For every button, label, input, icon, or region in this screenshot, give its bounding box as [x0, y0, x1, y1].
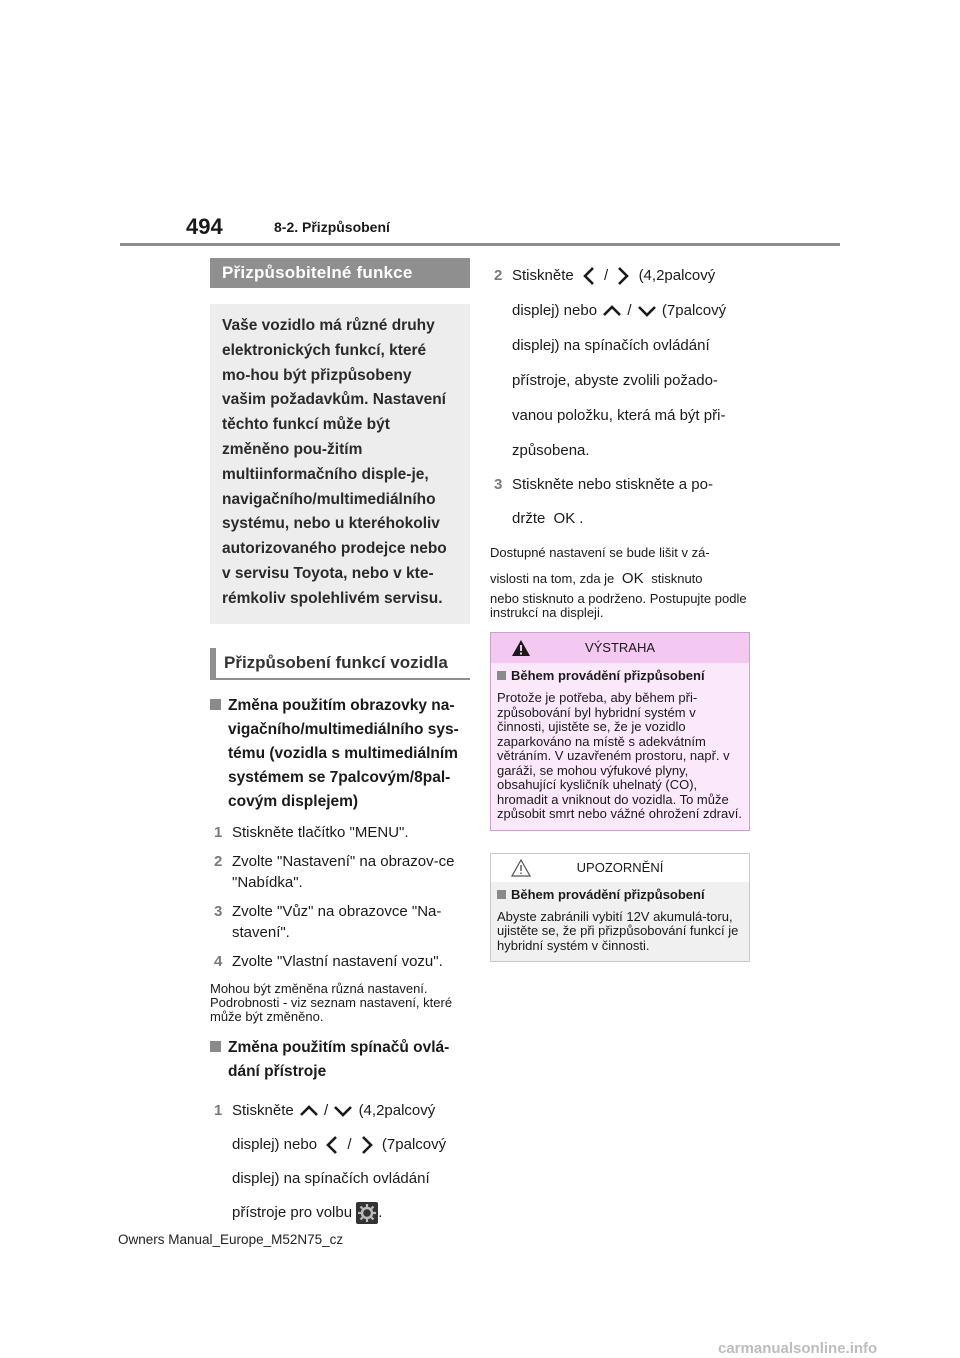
chevron-up-icon	[601, 300, 623, 322]
warning-box	[490, 632, 750, 831]
heading-switch-text: Změna použitím spínačů ovlá-dání přístroje	[228, 1038, 450, 1080]
step-number: 1	[214, 823, 223, 841]
step-text: Stiskněte nebo stiskněte a po-	[512, 476, 713, 493]
warning-body	[491, 663, 749, 830]
caution-body	[491, 882, 749, 962]
chevron-down-icon	[332, 1100, 354, 1122]
warning-title: VÝSTRAHA	[584, 640, 656, 655]
square-bullet-icon	[210, 699, 221, 710]
step-number: 2	[214, 852, 223, 870]
footer-text: Owners Manual_Europe_M52N75_cz	[118, 1232, 344, 1247]
step-text: (7palcový	[661, 302, 727, 319]
caution-subheading	[497, 886, 743, 904]
caution-subheading-text: Během provádění přizpůsobení	[511, 886, 705, 902]
step-number: 3	[214, 902, 223, 920]
step-text: Zvolte "Nastavení" na obrazov-ce "Nabídka".	[232, 852, 455, 891]
slash-text: /	[324, 1101, 329, 1119]
step-text: držte	[512, 510, 546, 527]
step-number: 1	[214, 1101, 223, 1119]
note-text: Dostupné nastavení se bude lišit v zá-	[490, 545, 710, 560]
caution-box	[490, 853, 750, 963]
step-text: Zvolte "Vůz" na obrazovce "Na-stavení".	[232, 902, 442, 941]
step-text: (4,2palcový	[358, 1101, 436, 1119]
chevron-right-icon	[356, 1134, 378, 1156]
heading-switch	[210, 1036, 470, 1084]
step-number: 4	[214, 952, 223, 970]
page-number: 494	[186, 214, 223, 239]
step-text: Stiskněte	[232, 1101, 294, 1119]
right-column	[490, 258, 750, 962]
heading-screen-text: Změna použitím obrazovky na-vigačního/multimediálního sys-tému (vozidla s multimediálním systémem se 7palcovým/8pal-covým displejem)	[228, 696, 459, 810]
step-switch-3	[490, 468, 750, 536]
step-item	[210, 951, 470, 972]
caution-triangle-icon	[511, 859, 531, 877]
step-text: Zvolte "Vlastní nastavení vozu".	[232, 952, 443, 970]
note-ok	[490, 540, 750, 592]
slash-text: /	[604, 267, 609, 284]
warning-subheading-text: Během provádění přizpůsobení	[511, 668, 705, 683]
warning-triangle-icon	[511, 639, 531, 657]
warning-text: Protože je potřeba, aby během při-způsobování byl hybridní systém v činnosti, ujistěte se, že je vozidlo zaparkováno na místě s adekvátním větráním. V uzavřeném prostoru, např. v garáži, se mohou výfukové plyny, obsahující kysličník uhelnatý (CO), hromadit a vniknout do vozidla. To může způsobit smrt nebo vážné ohrožení zdraví.	[497, 690, 742, 821]
square-bullet-icon	[497, 671, 506, 680]
step-text: .	[579, 510, 584, 527]
step-text: Stiskněte tlačítko "MENU".	[232, 823, 409, 841]
intro-text: Vaše vozidlo má různé druhy elektronických funkcí, které mo-hou být přizpůsobeny vašim požadavkům. Nastavení těchto funkcí může být změněno pou-žitím multiinformačního disple-je, navigačního/multimediálního systému, nebo u kteréhokoliv autorizovaného prodejce nebo v servisu Toyota, nebo v kte-rémkoliv spolehlivém servisu.	[210, 304, 470, 624]
square-bullet-icon	[210, 1041, 221, 1052]
step-text: (4,2palcový	[638, 267, 716, 284]
gear-icon	[356, 1202, 378, 1224]
ok-button-glyph: OK	[553, 510, 576, 527]
heading-screen	[210, 694, 470, 814]
section-header: 8-2. Přizpůsobení	[274, 219, 390, 235]
note-text: stisknuto	[651, 571, 703, 586]
subsection-title: Přizpůsobení funkcí vozidla	[210, 648, 470, 680]
header-divider	[120, 243, 840, 246]
ok-button-glyph: OK	[621, 570, 644, 587]
caution-header	[491, 854, 749, 882]
square-bullet-icon	[497, 890, 506, 899]
step-switch-1	[210, 1094, 470, 1230]
warning-header	[491, 633, 749, 663]
step-text: přístroje pro volbu	[232, 1203, 353, 1221]
chevron-down-icon	[636, 300, 658, 322]
caution-title: UPOZORNĚNÍ	[576, 859, 664, 875]
chevron-right-icon	[612, 265, 634, 287]
chevron-left-icon	[578, 265, 600, 287]
section-title: Přizpůsobitelné funkce	[210, 258, 470, 288]
chevron-up-icon	[298, 1100, 320, 1122]
note-text-cont: nebo stisknuto a podrženo. Postupujte podle instrukcí na displeji.	[490, 591, 747, 620]
chevron-left-icon	[321, 1134, 343, 1156]
step-text: displej) nebo	[512, 302, 598, 319]
step-item	[210, 822, 470, 843]
note-text: vislosti na tom, zda je	[490, 571, 615, 586]
step-text: (7palcový	[381, 1135, 447, 1153]
step-text: displej) nebo	[232, 1135, 318, 1153]
step-text: .	[378, 1203, 383, 1221]
step-item	[210, 851, 470, 893]
left-column	[210, 258, 470, 1230]
step-switch-2	[490, 258, 750, 468]
caution-text: Abyste zabránili vybití 12V akumulá-toru, ujistěte se, že při přizpůsobování funkcí je hybridní systém v činnosti.	[497, 908, 739, 953]
step-text: displej) na spínačích ovládání přístroje, abyste zvolili požado-vanou položku, která má být při-způsobena.	[512, 337, 726, 459]
watermark: carmanualsonline.info	[718, 1340, 878, 1357]
step-text: Stiskněte	[512, 267, 574, 284]
step-text: displej) na spínačích ovládání	[232, 1169, 430, 1187]
slash-text: /	[347, 1135, 352, 1153]
step-number: 3	[494, 476, 503, 493]
step-item	[210, 901, 470, 943]
slash-text: /	[627, 302, 632, 319]
warning-subheading	[497, 667, 743, 685]
note-screen: Mohou být změněna různá nastavení. Podrobnosti - viz seznam nastavení, které může být změněno.	[210, 980, 453, 1024]
step-number: 2	[494, 267, 503, 284]
